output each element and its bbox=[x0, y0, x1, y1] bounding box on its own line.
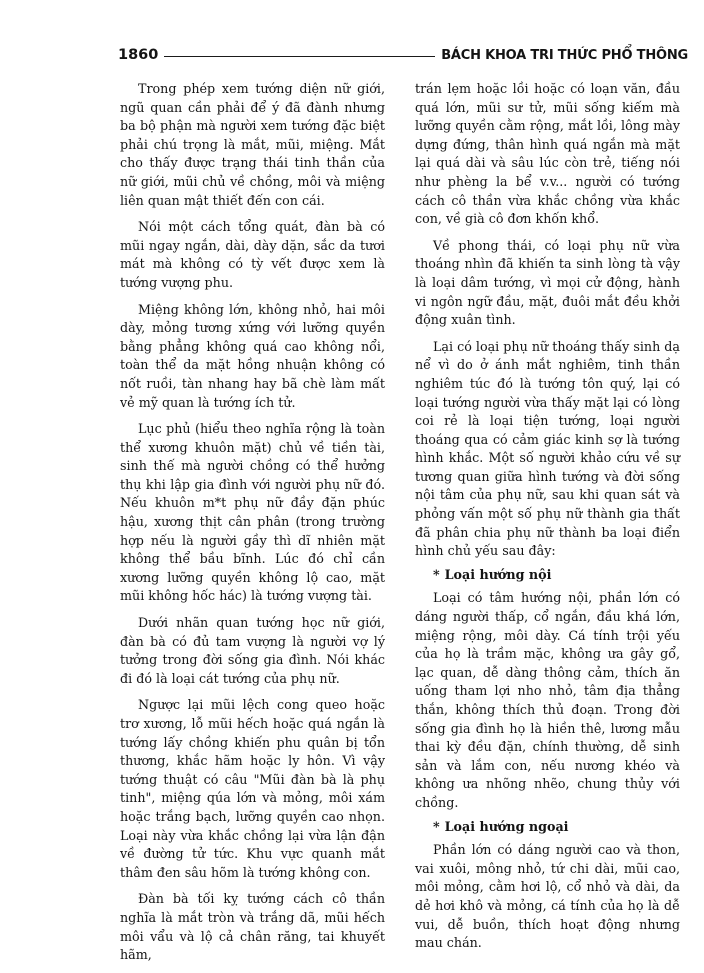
section-heading-text: Loại hướng ngoại bbox=[444, 818, 569, 834]
paragraph: Phần lớn có dáng người cao và thon, vai xuôi, mông nhỏ, tứ chi dài, mũi cao, môi mỏng, cằm hơi lộ, cổ nhỏ và dài, da dẻ hơi khô và mỏng, cá tính của họ là dễ vui, dễ buồn, thích hoạt động nhưng mau chán. bbox=[415, 842, 680, 951]
page-header bbox=[118, 44, 688, 66]
paragraph: Lại có loại phụ nữ thoáng thấy sinh dạ nể vì do ở ánh mắt nghiêm, tinh thần nghiêm túc đó là tướng tôn quý, lại có loại tướng người vừa thấy mặt lại có lòng coi rẻ là loại tiện tướng, loại người thoáng qua có cảm giác kinh sợ là tướng hình khắc. Một số người khảo cứu về sự tương quan giữa hình tướng và đời sống nội tâm của phụ nữ, sau khi quan sát và phỏng vấn một số phụ nữ thành gia thất đã phân chia phụ nữ thành ba loại điển hình chủ yếu sau đây: bbox=[415, 338, 680, 559]
paragraph: Ngược lại mũi lệch cong queo hoặc trơ xương, lỗ mũi hếch hoặc quá ngắn là tướng lấy chồng khiến phu quân bị tổn thương, khắc hãm hoặc ly hôn. Vì vậy tướng thuật có câu "Mũi đàn bà là phụ tinh", miệng qúa lớn và mỏng, môi xám hoặc trắng bạch, lưỡng quyền cao nhọn. Loại này vừa khắc chồng lại vừa lận đận về đường tử tức. Khu vực quanh mắt thâm đen sâu hõm là tướng không con. bbox=[120, 697, 385, 880]
paragraph: Nói một cách tổng quát, đàn bà có mũi ngay ngắn, dài, dày dặn, sắc da tươi mát mà không có tỳ vết được xem là tướng vượng phu. bbox=[120, 219, 385, 290]
bullet-marker: * bbox=[433, 566, 440, 582]
header-rule bbox=[164, 56, 435, 57]
paragraph: Loại có tâm hướng nội, phần lớn có dáng người thấp, cổ ngắn, đầu khá lớn, miệng rộng, môi dày. Cá tính trội yếu của họ là trầm mặc, không ưa gây gổ, lạc quan, dễ dàng thông cảm, thích ăn uống tham lợi nho nhỏ, tâm địa thẳng thắn, không thích thủ đoạn. Trong đời sống gia đình họ là hiền thê, lương mẫu thai kỳ đều đặn, chính thường, dễ sinh sản và lắm con, nếu nương khéo và không ưa nhõng nhẽo, chung thủy với chồng. bbox=[415, 590, 680, 810]
paragraph: Lục phủ (hiểu theo nghĩa rộng là toàn thể xương khuôn mặt) chủ về tiền tài, sinh thế mà người chồng có thể hưởng thụ khi lập gia đình với người phụ nữ đó. Nếu khuôn m*t phụ nữ đầy đặn phúc hậu, xương thịt cân phân (trong trường hợp nếu là người gầy thì dĩ nhiên mặt không thể bầu bĩnh. Lúc đó chỉ cần xương lưỡng quyền không lộ cao, mặt mũi không hốc hác) là tướng vượng tài. bbox=[120, 421, 385, 604]
paragraph: Dưới nhãn quan tướng học nữ giới, đàn bà có đủ tam vượng là người vợ lý tưởng trong đời sống gia đình. Nói khác đi đó là loại cát tướng của phụ nữ. bbox=[120, 615, 385, 686]
paragraph: Đàn bà tối kỵ tướng cách cô thần nghĩa là mắt tròn và trắng dã, mũi hếch môi vẩu và lộ cả chân răng, tai khuyết hãm, bbox=[120, 891, 385, 963]
page-number: 1860 bbox=[118, 47, 159, 63]
paragraph-continuation: trán lẹm hoặc lồi hoặc có loạn văn, đầu quá lớn, mũi sư tử, mũi sống kiếm mà lưỡng quyền cằm rộng, mắt lồi, lông mày dựng đứng, thân hình quá ngắn mà mặt lại quá dài và sâu lúc còn trẻ, tiếng nói như phèng la bể v.v... người có tướng cách cô thần vừa khắc chồng vừa khắc con, về già cô đơn khốn khổ. bbox=[415, 81, 680, 227]
paragraph: Về phong thái, có loại phụ nữ vừa thoáng nhìn đã khiến ta sinh lòng tà vậy là loại dâm tướng, vì mọi cử động, hành vi ngôn ngữ đầu, mặt, đuôi mắt đều khởi động xuân tình. bbox=[415, 237, 680, 328]
right-column bbox=[415, 80, 680, 961]
paragraph: Trong phép xem tướng diện nữ giới, ngũ quan cần phải để ý đã đành nhưng ba bộ phận mà người xem tướng đặc biệt phải chú trọng là mắt, mũi, miệng. Mắt cho thấy được trạng thái tinh thần của nữ giới, mũi chủ về chồng, môi và miệng liên quan mật thiết đến con cái. bbox=[120, 81, 385, 208]
section-heading-extrovert bbox=[433, 818, 680, 837]
paragraph: Miệng không lớn, không nhỏ, hai môi dày, mỏng tương xứng với lưỡng quyền bằng phẳng không quá cao không nổi, toàn thể da mặt hồng nhuận không có nốt ruồi, tàn nhang hay bã chè làm mất vẻ mỹ quan là tướng ích tử. bbox=[120, 301, 385, 410]
section-heading-introvert bbox=[433, 566, 680, 585]
running-title: BÁCH KHOA TRI THỨC PHỔ THÔNG bbox=[441, 47, 688, 63]
section-heading-text: Loại hướng nội bbox=[444, 566, 552, 582]
left-column bbox=[120, 80, 385, 973]
bullet-marker: * bbox=[433, 818, 440, 834]
